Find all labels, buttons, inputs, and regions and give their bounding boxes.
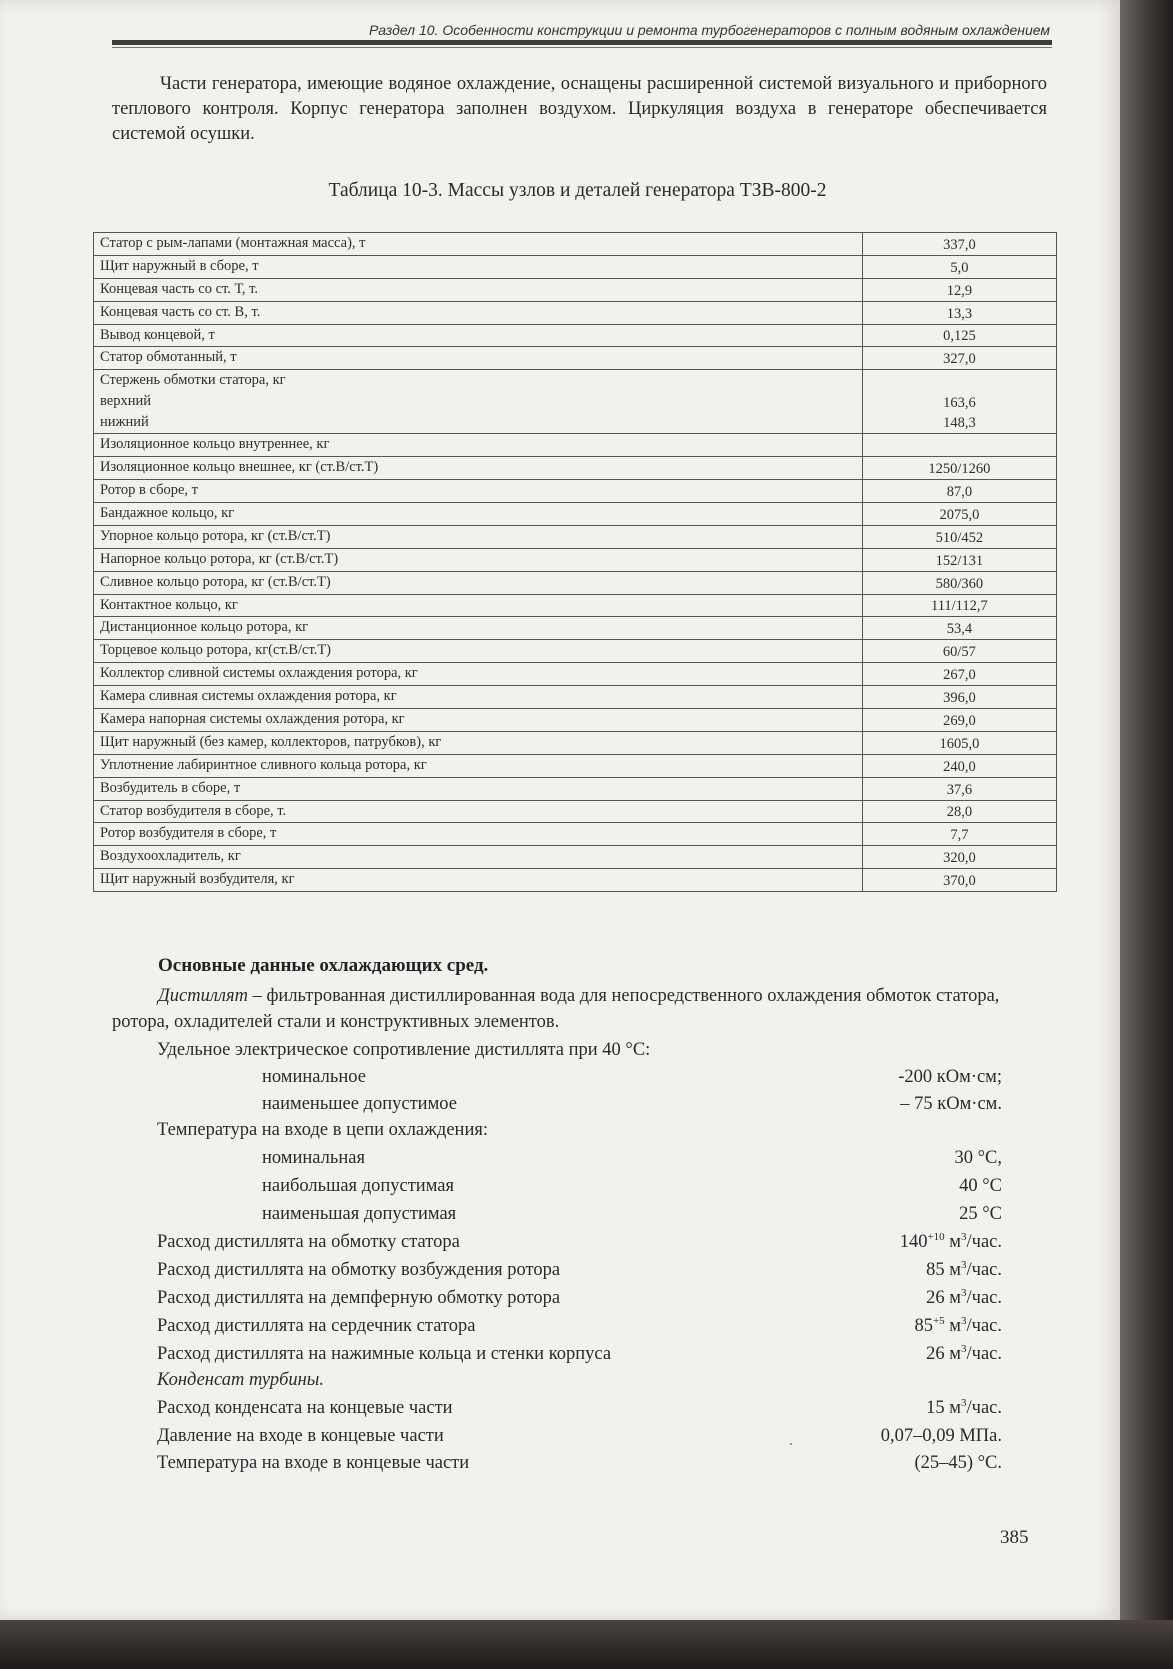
table-cell-name: Щит наружный в сборе, т	[94, 255, 863, 278]
flow-damper-value: 26 $м^3$/час.	[926, 1286, 1002, 1308]
table-row	[94, 324, 1057, 347]
temp-nominal-value: 30 °С,	[954, 1148, 1002, 1168]
table-row	[94, 777, 1057, 800]
table-row	[94, 255, 1057, 278]
row-subvalue: 148,3	[943, 415, 976, 432]
table-cell-value: 37,6	[862, 777, 1056, 800]
distillate-definition	[112, 983, 1047, 1035]
table-cell-value: 510/452	[862, 525, 1056, 548]
table-cell-value: 0,125	[862, 324, 1056, 347]
cond-temp-value: (25–45) °С.	[914, 1453, 1002, 1473]
flow-stator-row	[0, 1232, 1120, 1260]
table-cell-value: 12,9	[862, 278, 1056, 301]
table-cell-name: Контактное кольцо, кг	[94, 594, 863, 617]
table-row	[94, 301, 1057, 324]
cond-pressure-label: Давление на входе в концевые части	[157, 1426, 444, 1446]
temp-min-row	[0, 1204, 1120, 1232]
table-cell-name: Воздухоохладитель, кг	[94, 846, 863, 869]
flow-rings-label: Расход дистиллята на нажимные кольца и стенки корпуса	[157, 1344, 612, 1364]
temp-max-value: 40 °С	[959, 1176, 1002, 1196]
table-cell-value: 13,3	[862, 301, 1056, 324]
table-cell-value: 7,7	[862, 823, 1056, 846]
table-row	[94, 370, 1057, 434]
table-row	[94, 548, 1057, 571]
table-row	[94, 663, 1057, 686]
table-cell-value: 60/57	[862, 640, 1056, 663]
table-cell-value: 337,0	[862, 233, 1056, 256]
table-cell-name: Концевая часть со ст. Т, т.	[94, 278, 863, 301]
table-cell-name: Упорное кольцо ротора, кг (ст.В/ст.Т)	[94, 525, 863, 548]
resistivity-row	[0, 1040, 1120, 1068]
flow-stator-value: $140^{+10}$ $м^3$/час.	[899, 1230, 1002, 1252]
table-caption: Таблица 10-3. Массы узлов и деталей генератора ТЗВ-800-2	[328, 180, 827, 201]
table-cell-name: Камера сливная системы охлаждения ротора, кг	[94, 686, 863, 709]
table-row	[94, 278, 1057, 301]
resistivity-nominal-row	[0, 1067, 1120, 1095]
resistivity-min-row	[0, 1094, 1120, 1122]
table-cell-value	[862, 434, 1056, 457]
table-row	[94, 846, 1057, 869]
temp-nominal-row	[0, 1148, 1120, 1176]
table-row	[94, 800, 1057, 823]
temp-max-label: наибольшая допустимая	[262, 1176, 455, 1196]
distillate-term: Дистиллят	[158, 986, 248, 1006]
table-cell-value: 320,0	[862, 846, 1056, 869]
table-cell-value: 327,0	[862, 347, 1056, 370]
table-cell-value: 396,0	[862, 686, 1056, 709]
condensate-heading-row	[0, 1370, 1120, 1398]
table-row	[94, 640, 1057, 663]
flow-core-value: $85^{+5}$ $м^3$/час.	[914, 1314, 1002, 1336]
flow-rotor-exc-label: Расход дистиллята на обмотку возбуждения ротора	[157, 1260, 561, 1280]
intro-paragraph: Части генератора, имеющие водяное охлаждение, оснащены расширенной системой визуального и приборного теплового контроля. Корпус генератора заполнен воздухом. Циркуляция воздуха в генераторе обеспечивается системой осушки.	[112, 74, 1047, 144]
table-cell-name: Концевая часть со ст. В, т.	[94, 301, 863, 324]
resistivity-label: Удельное электрическое сопротивление дистиллята при 40 °С:	[157, 1040, 651, 1060]
table-row	[94, 503, 1057, 526]
table-cell-name: Статор с рым-лапами (монтажная масса), т	[94, 233, 863, 256]
table-row	[94, 434, 1057, 457]
flow-damper-label: Расход дистиллята на демпферную обмотку ротора	[157, 1288, 561, 1308]
table-cell-value: 240,0	[862, 754, 1056, 777]
table-cell-name: Ротор в сборе, т	[94, 480, 863, 503]
table-row	[94, 525, 1057, 548]
table-cell-value: 2075,0	[862, 503, 1056, 526]
table-row	[94, 594, 1057, 617]
table-cell-value: 269,0	[862, 709, 1056, 732]
table-cell-value: 580/360	[862, 571, 1056, 594]
table-cell-value: 5,0	[862, 255, 1056, 278]
cond-flow-value: 15 $м^3$/час.	[926, 1396, 1002, 1418]
table-cell-name: Ротор возбудителя в сборе, т	[94, 823, 863, 846]
table-row	[94, 233, 1057, 256]
cond-flow-row	[0, 1398, 1120, 1426]
table-cell-name: Торцевое кольцо ротора, кг(ст.В/ст.Т)	[94, 640, 863, 663]
page-bottom-edge	[0, 1620, 1173, 1669]
row-label: Стержень обмотки статора, кг	[100, 372, 286, 389]
table-row	[94, 869, 1057, 892]
row-sublabel: верхний	[100, 393, 151, 410]
cond-temp-row	[0, 1453, 1120, 1481]
cond-pressure-value: 0,07–0,09 МПа.	[880, 1426, 1002, 1446]
flow-stator-label: Расход дистиллята на обмотку статора	[157, 1232, 460, 1252]
flow-rings-value: 26 $м^3$/час.	[926, 1342, 1002, 1364]
page-number: 385	[1000, 1527, 1029, 1548]
distillate-def-text: – фильтрованная дистиллированная вода для непосредственного охлаждения обмоток статора, ротора, охладителей стали и конструктивных элементов.	[112, 986, 1000, 1032]
table-cell-name: Изоляционное кольцо внешнее, кг (ст.В/ст.Т)	[94, 457, 863, 480]
header-rule-thin	[112, 47, 1052, 48]
table-row	[94, 709, 1057, 732]
table-cell-name: Дистанционное кольцо ротора, кг	[94, 617, 863, 640]
running-head: Раздел 10. Особенности конструкции и ремонта турбогенераторов с полным водяным охлаждением	[368, 22, 1050, 38]
table-row	[94, 754, 1057, 777]
table-cell-name: Статор обмотанный, т	[94, 347, 863, 370]
flow-rotor-exc-value: 85 $м^3$/час.	[926, 1258, 1002, 1280]
temp-min-value: 25 °С	[959, 1204, 1002, 1224]
table-row	[94, 480, 1057, 503]
table-cell-name: Статор возбудителя в сборе, т.	[94, 800, 863, 823]
temp-nominal-label: номинальная	[262, 1148, 365, 1168]
table-cell-value: 111/112,7	[862, 594, 1056, 617]
table-row	[94, 571, 1057, 594]
masses-table	[93, 232, 1057, 892]
table-cell-name: Вывод концевой, т	[94, 324, 863, 347]
flow-damper-row	[0, 1288, 1120, 1316]
table-cell-value: 152/131	[862, 548, 1056, 571]
table-cell-name: Камера напорная системы охлаждения ротора, кг	[94, 709, 863, 732]
flow-core-row	[0, 1316, 1120, 1344]
resistivity-nominal-label: номинальное	[262, 1067, 366, 1087]
table-cell-value: 53,4	[862, 617, 1056, 640]
scan-speck	[790, 1443, 792, 1445]
resistivity-nominal-value: -200 кОм·см;	[898, 1067, 1002, 1087]
temp-max-row	[0, 1176, 1120, 1204]
table-row	[94, 686, 1057, 709]
table-row	[94, 617, 1057, 640]
inlet-temp-label: Температура на входе в цепи охлаждения:	[157, 1120, 489, 1140]
row-sublabel: нижний	[100, 414, 149, 431]
table-row	[94, 457, 1057, 480]
table-cell-value: 1250/1260	[862, 457, 1056, 480]
table-cell-name: Щит наружный (без камер, коллекторов, патрубков), кг	[94, 731, 863, 754]
table-row	[94, 347, 1057, 370]
cond-temp-label: Температура на входе в концевые части	[157, 1453, 470, 1473]
flow-rotor-exc-row	[0, 1260, 1120, 1288]
table-cell-name: Сливное кольцо ротора, кг (ст.В/ст.Т)	[94, 571, 863, 594]
resistivity-min-value: – 75 кОм·см.	[900, 1094, 1002, 1114]
row-subvalue: 163,6	[943, 395, 976, 412]
book-spine-shadow	[1120, 0, 1173, 1669]
header-rule	[112, 40, 1052, 45]
table-cell-value: 1605,0	[862, 731, 1056, 754]
condensate-heading: Конденсат турбины.	[157, 1370, 324, 1390]
table-row	[94, 823, 1057, 846]
resistivity-min-label: наименьшее допустимое	[262, 1094, 457, 1114]
temp-min-label: наименьшая допустимая	[262, 1204, 457, 1224]
inlet-temp-row	[0, 1120, 1120, 1148]
table-cell-name	[94, 370, 863, 434]
table-cell-name: Возбудитель в сборе, т	[94, 777, 863, 800]
table-cell-name: Бандажное кольцо, кг	[94, 503, 863, 526]
flow-rings-row	[0, 1344, 1120, 1372]
section-title: Основные данные охлаждающих сред.	[158, 955, 489, 976]
table-cell-value	[862, 370, 1056, 434]
table-cell-name: Напорное кольцо ротора, кг (ст.В/ст.Т)	[94, 548, 863, 571]
table-cell-value: 28,0	[862, 800, 1056, 823]
cond-pressure-row	[0, 1426, 1120, 1454]
table-cell-name: Изоляционное кольцо внутреннее, кг	[94, 434, 863, 457]
table-cell-name: Коллектор сливной системы охлаждения ротора, кг	[94, 663, 863, 686]
cond-flow-label: Расход конденсата на концевые части	[157, 1398, 453, 1418]
table-row	[94, 731, 1057, 754]
table-cell-name: Щит наружный возбудителя, кг	[94, 869, 863, 892]
table-cell-value: 87,0	[862, 480, 1056, 503]
table-cell-name: Уплотнение лабиринтное сливного кольца ротора, кг	[94, 754, 863, 777]
table-cell-value: 267,0	[862, 663, 1056, 686]
flow-core-label: Расход дистиллята на сердечник статора	[157, 1316, 476, 1336]
table-cell-value: 370,0	[862, 869, 1056, 892]
